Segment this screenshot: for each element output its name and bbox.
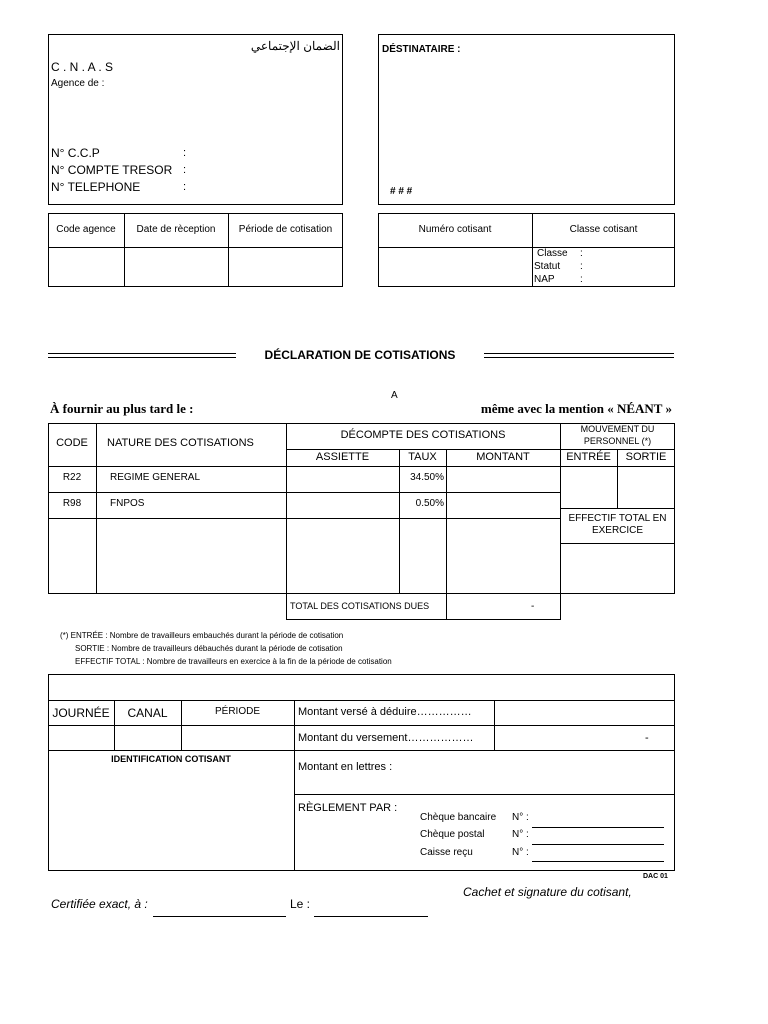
- caisse-recu-no: N° :: [512, 847, 529, 858]
- arabic-title: الضمان الإجتماعي: [250, 39, 340, 53]
- compte-tresor-label: N° COMPTE TRESOR: [51, 163, 173, 177]
- caisse-recu-line[interactable]: [532, 861, 664, 862]
- numero-cotisant-header: Numéro cotisant: [418, 224, 492, 235]
- cheque-postal-line[interactable]: [532, 844, 664, 845]
- cheque-bancaire-label: Chèque bancaire: [420, 812, 497, 823]
- neant-mention: même avec la mention « NÉANT »: [480, 401, 672, 416]
- total-label: TOTAL DES COTISATIONS DUES: [290, 601, 430, 611]
- code-header: CODE: [56, 437, 88, 449]
- telephone-label: N° TELEPHONE: [51, 180, 141, 194]
- montant-header: MONTANT: [476, 451, 530, 463]
- form-code: DAC 01: [643, 873, 668, 880]
- montant-versement-label: Montant du versement………………: [298, 732, 474, 744]
- recipient-box: [378, 34, 675, 205]
- cheque-postal-label: Chèque postal: [420, 829, 485, 840]
- nap-colon: :: [580, 274, 583, 285]
- classe-colon: :: [580, 248, 583, 259]
- montant-deduire-label: Montant versé à déduire……………: [298, 706, 472, 718]
- versement-value: -: [645, 732, 649, 744]
- taux-header: TAUX: [408, 451, 437, 463]
- periode-header: PÉRIODE: [214, 706, 260, 717]
- canal-header: CANAL: [127, 706, 168, 720]
- cheque-bancaire-no: N° :: [512, 812, 529, 823]
- cachet-label: Cachet et signature du cotisant,: [463, 885, 632, 899]
- agency-label: Agence de :: [51, 78, 105, 89]
- page-title: DÉCLARATION DE COTISATIONS: [264, 348, 456, 362]
- nap-label: NAP: [534, 274, 555, 285]
- code-agence-header: Code agence: [56, 224, 116, 235]
- row-r98-nature: FNPOS: [110, 498, 145, 509]
- identification-label: IDENTIFICATION COTISANT: [111, 754, 231, 764]
- assiette-header: ASSIETTE: [315, 451, 370, 463]
- periode-cotisation-header: Période de cotisation: [238, 224, 333, 235]
- sortie-header: SORTIE: [625, 451, 667, 463]
- statut-colon: :: [580, 261, 583, 272]
- statut-label: Statut: [534, 261, 561, 272]
- reglement-label: RÈGLEMENT PAR :: [298, 802, 398, 814]
- decompte-header: DÉCOMPTE DES COTISATIONS: [340, 429, 506, 441]
- ccp-label: N° C.C.P: [51, 146, 100, 160]
- row-r22-taux: 34.50%: [410, 472, 444, 483]
- le-label: Le :: [290, 897, 311, 911]
- entree-header: ENTRÉE: [566, 451, 611, 463]
- classe-cotisant-header: Classe cotisant: [569, 224, 638, 235]
- note-entree: (*) ENTRÉE : Nombre de travailleurs embauchés durant la période de cotisation: [60, 631, 344, 640]
- personnel-header: PERSONNEL (*): [583, 436, 652, 446]
- total-value: -: [531, 601, 535, 612]
- mouvement-header: MOUVEMENT DU: [580, 424, 655, 434]
- note-effectif: EFFECTIF TOTAL : Nombre de travailleurs en exercice à la fin de la période de cotisation: [75, 657, 392, 666]
- deadline-label: À fournir au plus tard le :: [50, 401, 194, 416]
- row-r98-code: R98: [62, 498, 82, 509]
- classe-label: Classe: [537, 248, 568, 259]
- note-sortie: SORTIE : Nombre de travailleurs débauchés durant la période de cotisation: [75, 644, 343, 653]
- ccp-colon: :: [183, 147, 187, 159]
- effectif-label-2: EXERCICE: [591, 525, 644, 536]
- title-rule-left: [48, 353, 236, 358]
- recipient-label: DÉSTINATAIRE :: [382, 44, 461, 55]
- recipient-marks: # # #: [390, 186, 413, 197]
- montant-lettres-label: Montant en lettres :: [298, 761, 393, 773]
- row-r22-code: R22: [62, 472, 82, 483]
- row-r98-taux: 0.50%: [415, 498, 444, 509]
- effectif-label-1: EFFECTIF TOTAL EN: [568, 513, 667, 524]
- tresor-colon: :: [183, 164, 187, 176]
- le-line[interactable]: [314, 916, 428, 917]
- deadline-center: A: [391, 390, 398, 401]
- date-reception-header: Date de rèception: [136, 224, 216, 235]
- nature-header: NATURE DES COTISATIONS: [107, 437, 254, 449]
- telephone-colon: :: [183, 181, 187, 193]
- row-r22-nature: REGIME GENERAL: [110, 472, 201, 483]
- journee-header: JOURNÉE: [52, 706, 110, 720]
- certifiee-label: Certifiée exact, à :: [51, 897, 148, 911]
- cheque-bancaire-line[interactable]: [532, 827, 664, 828]
- certifiee-line[interactable]: [153, 916, 286, 917]
- title-rule-right: [484, 353, 674, 358]
- cheque-postal-no: N° :: [512, 829, 529, 840]
- caisse-recu-label: Caisse reçu: [420, 847, 473, 858]
- org-name: C . N . A . S: [51, 60, 114, 74]
